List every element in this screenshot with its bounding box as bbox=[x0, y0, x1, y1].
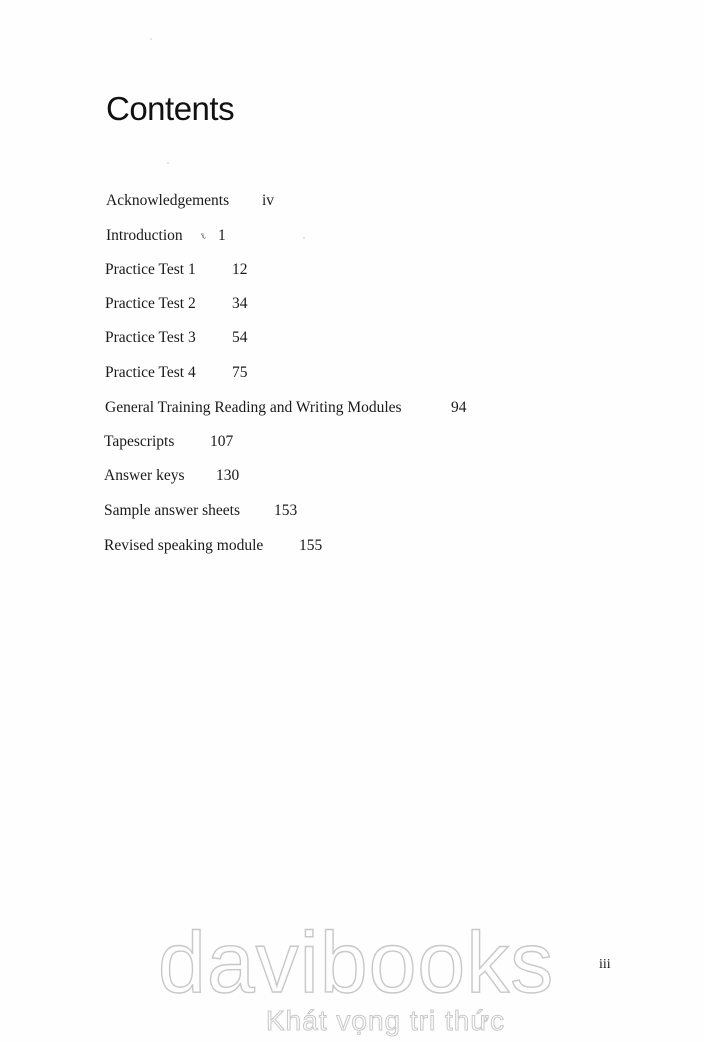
toc-entry-label: Tapescripts bbox=[104, 433, 175, 450]
toc-entry-page: 12 bbox=[232, 261, 248, 278]
toc-entry-label: Introduction bbox=[106, 227, 183, 244]
toc-entry-practice-test-1 bbox=[105, 261, 248, 279]
toc-entry-page: 155 bbox=[299, 537, 323, 554]
toc-entry-label: General Training Reading and Writing Modules bbox=[105, 399, 402, 416]
toc-entry-practice-test-3 bbox=[105, 329, 248, 347]
toc-entry-page: 153 bbox=[274, 502, 298, 519]
scan-speck bbox=[303, 237, 305, 239]
toc-entry-label: Sample answer sheets bbox=[104, 502, 241, 519]
toc-entry-tapescripts bbox=[104, 433, 234, 451]
toc-entry-label: Answer keys bbox=[104, 467, 185, 484]
ink-mark-icon: ℓ bbox=[198, 230, 208, 242]
toc-entry-label: Practice Test 2 bbox=[105, 295, 196, 312]
toc-entry-acknowledgements bbox=[106, 192, 275, 210]
toc-entry-page: 1 bbox=[218, 227, 226, 244]
toc-entry-page: 75 bbox=[232, 364, 248, 381]
toc-entry-label: Practice Test 3 bbox=[105, 329, 196, 346]
toc-entry-label: Practice Test 1 bbox=[105, 261, 196, 278]
scan-speck bbox=[167, 162, 169, 164]
toc-entry-page: 107 bbox=[210, 433, 234, 450]
toc-entry-page: iv bbox=[262, 192, 275, 209]
toc-entry-revised-speaking-module bbox=[104, 537, 323, 555]
toc-entry-label: Acknowledgements bbox=[106, 192, 230, 209]
toc-entry-practice-test-4 bbox=[105, 364, 248, 382]
toc-entry-page: 54 bbox=[232, 329, 248, 346]
toc-entry-answer-keys bbox=[104, 467, 240, 485]
page-title: Contents bbox=[106, 90, 235, 127]
watermark-tagline: Khát vọng tri thức bbox=[266, 1005, 506, 1036]
scan-speck bbox=[150, 38, 152, 40]
watermark-brand: davibooks bbox=[158, 915, 555, 1011]
page-number: iii bbox=[599, 957, 611, 972]
toc-entry-sample-answer-sheets bbox=[104, 502, 298, 520]
toc-entry-label: Practice Test 4 bbox=[105, 364, 196, 381]
toc-entry-page: 94 bbox=[451, 399, 467, 416]
toc-entry-label: Revised speaking module bbox=[104, 537, 264, 554]
toc-entry-practice-test-2 bbox=[105, 295, 248, 313]
toc-entry-page: 130 bbox=[216, 467, 240, 484]
toc-entry-introduction bbox=[106, 227, 226, 245]
toc-entry-general-training bbox=[105, 399, 467, 417]
toc-entry-page: 34 bbox=[232, 295, 248, 312]
